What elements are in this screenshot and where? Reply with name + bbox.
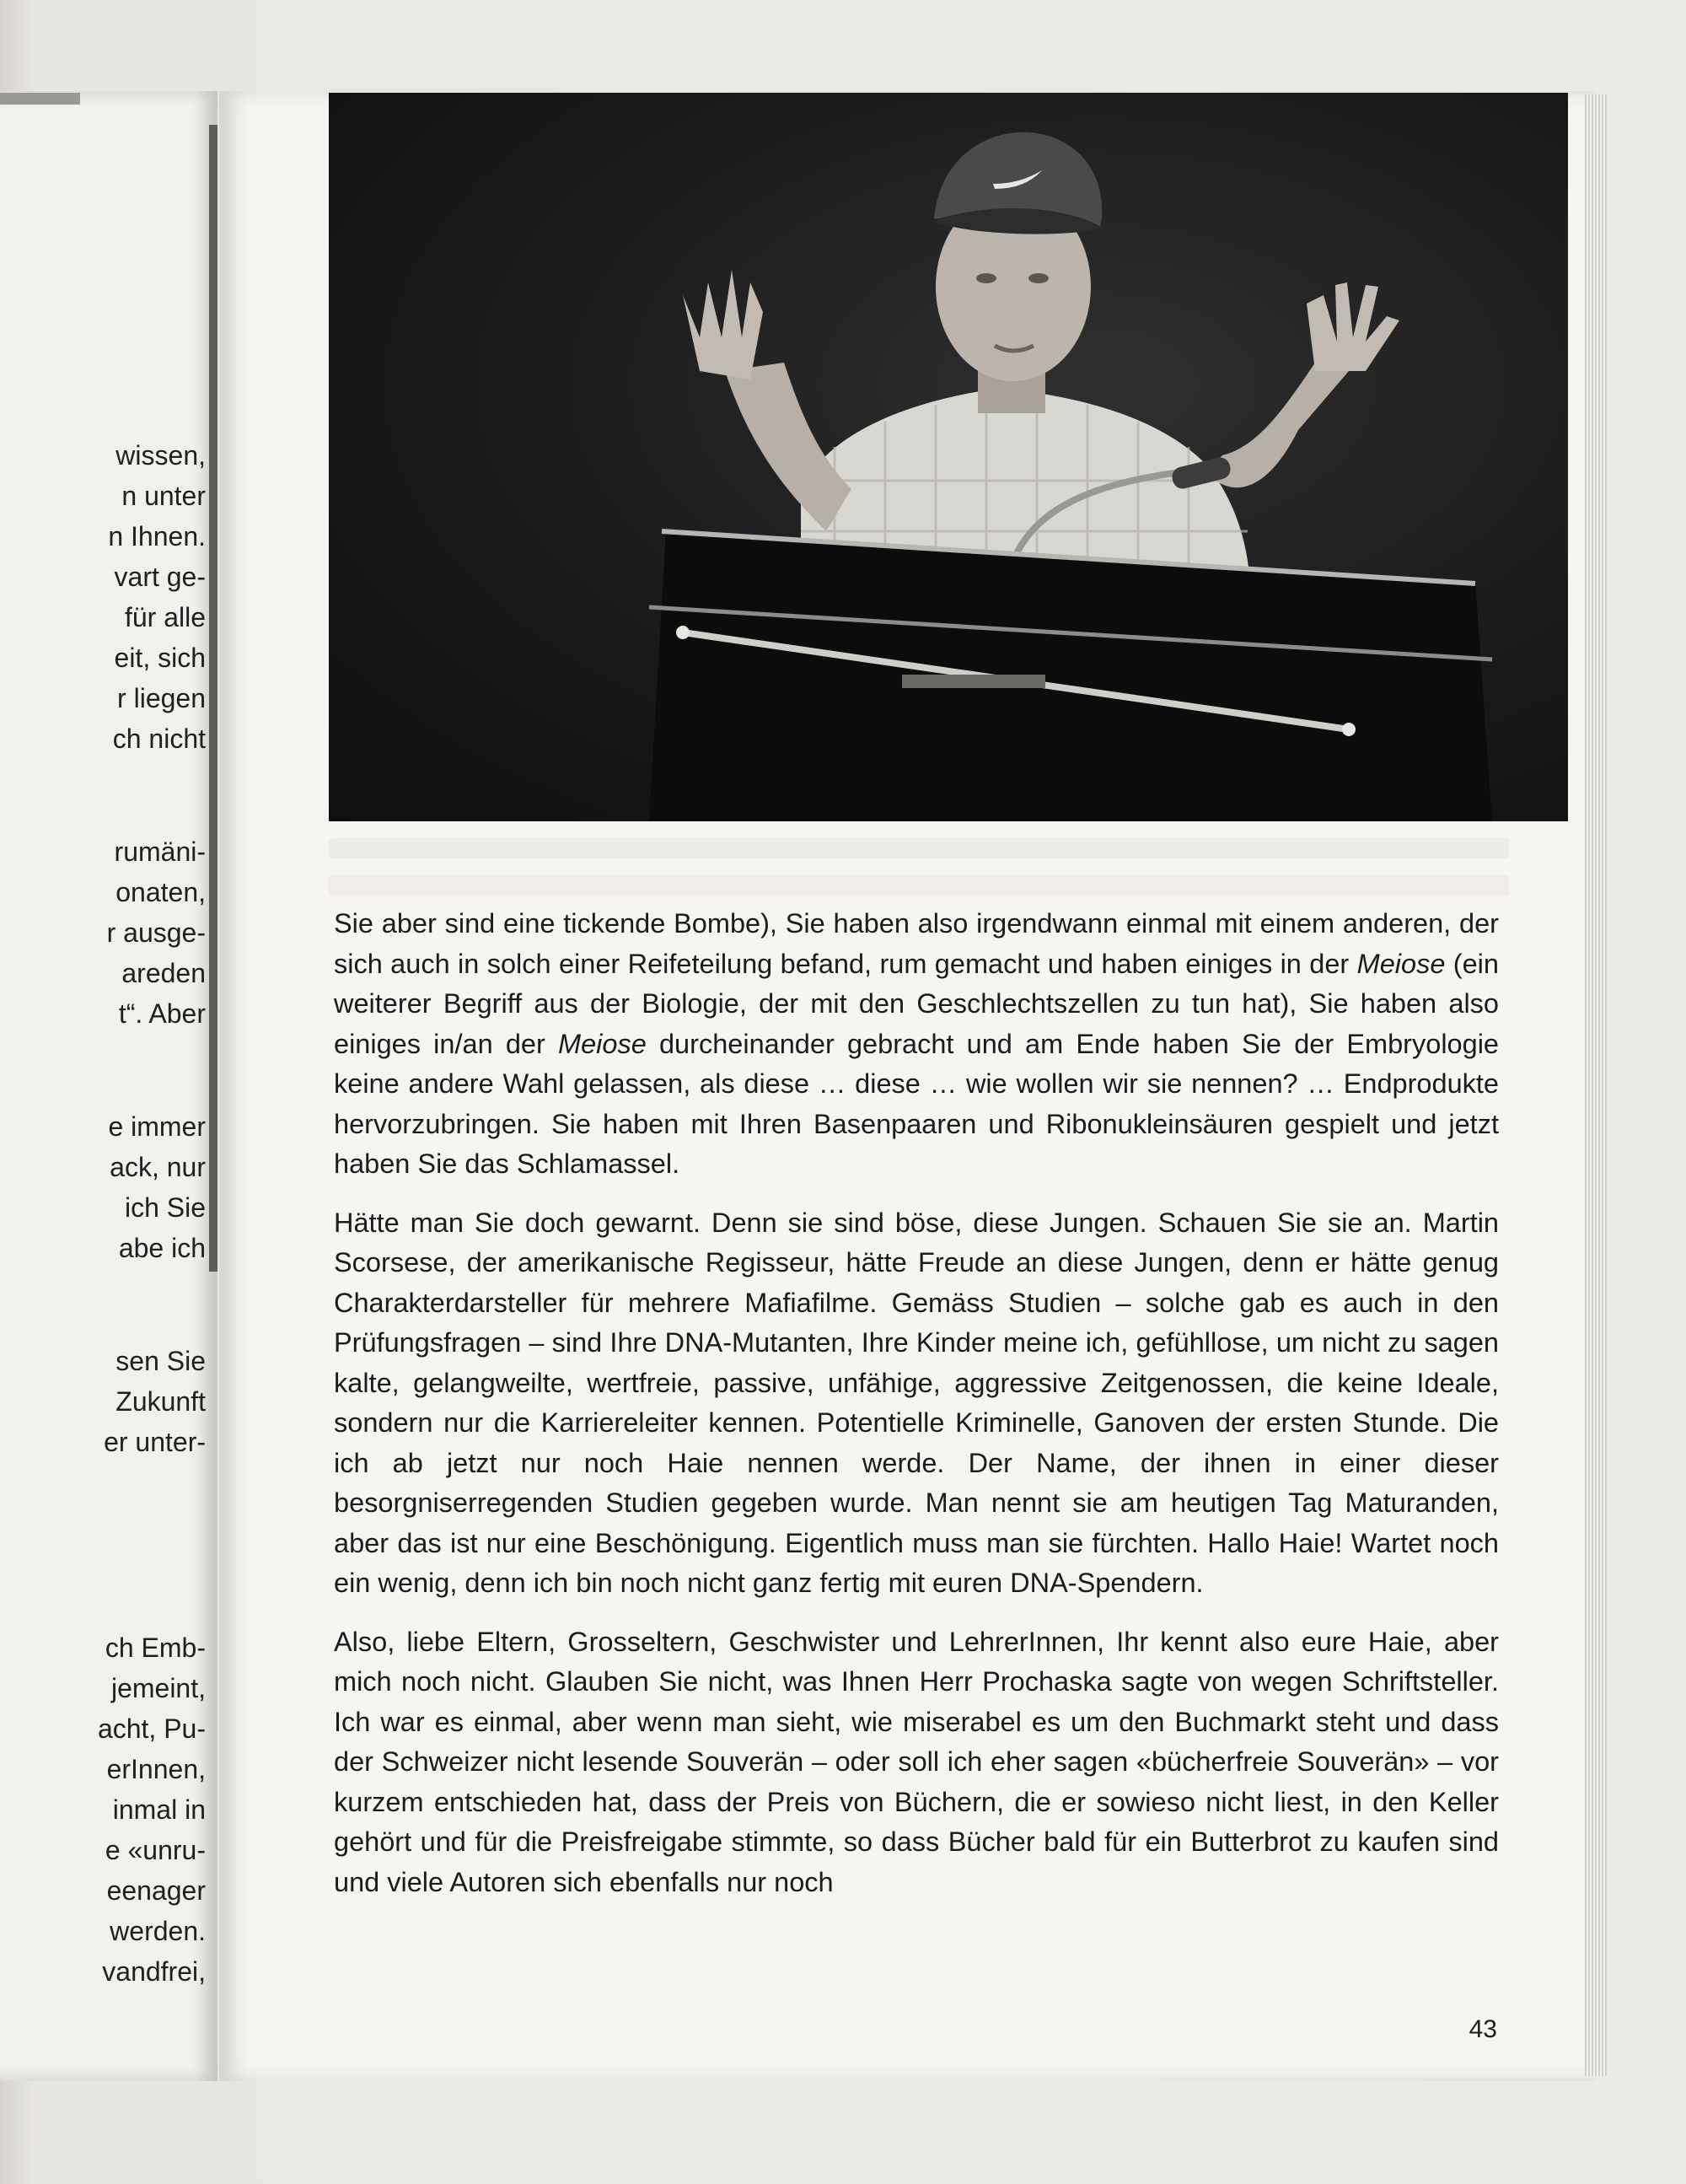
- article-body: [334, 904, 1499, 1902]
- left-line: Zukunft: [115, 1386, 206, 1417]
- binding-shadow: [209, 125, 217, 1272]
- left-line: sen Sie: [115, 1346, 206, 1376]
- left-line: werden.: [110, 1916, 206, 1946]
- left-line: n unter: [121, 481, 206, 511]
- speaker-at-lectern-photo: [329, 93, 1568, 821]
- left-line: eit, sich: [114, 643, 206, 673]
- left-page: [0, 91, 217, 2081]
- left-line: n Ihnen.: [108, 521, 206, 551]
- left-line: abe ich: [118, 1233, 206, 1263]
- left-line: e «unru-: [105, 1835, 206, 1865]
- left-line: acht, Pu-: [97, 1713, 206, 1744]
- left-line: t“. Aber: [118, 998, 206, 1029]
- show-through: [329, 838, 1509, 858]
- left-line: eenager: [106, 1875, 206, 1906]
- left-line: r liegen: [117, 683, 206, 713]
- left-line: onaten,: [115, 877, 206, 907]
- left-line: e immer: [108, 1111, 206, 1142]
- page-number: 43: [1469, 2015, 1497, 2043]
- left-line: vart ge-: [114, 562, 206, 592]
- left-line: areden: [121, 958, 206, 988]
- right-hand: [1307, 282, 1399, 371]
- photo-illustration: [329, 93, 1568, 821]
- show-through: [329, 875, 1509, 896]
- emphasis-term: Meiose: [558, 1028, 647, 1059]
- left-line: ack, nur: [110, 1152, 206, 1182]
- left-line: ch nicht: [112, 724, 206, 754]
- left-line: ich Sie: [124, 1192, 206, 1223]
- left-line: jemeint,: [110, 1673, 206, 1703]
- left-line: er unter-: [104, 1427, 206, 1457]
- paragraph: Sie aber sind eine tickende Bombe), Sie haben also irgendwann einmal mit einem anderen, der sich auch in solch einer Reifeteilung befand, rum gemacht und haben einiges in der Meiose (ein weiterer Begriff aus der Biologie, der mit den Geschlechtszellen zu tun hat), Sie haben also einiges in/an der Meiose durcheinander gebracht und am Ende haben Sie der Embryologie keine andere Wahl gelassen, als diese … diese … wie wollen wir sie nennen? … Endprodukte hervorzubringen. Sie haben mit Ihren Basenpaaren und Ribonukleinsäuren gespielt und jetzt haben Sie das Schlamassel.: [334, 908, 1499, 1179]
- left-line: wissen,: [115, 440, 206, 471]
- left-line: ch Emb-: [105, 1633, 206, 1663]
- left-line: vandfrei,: [102, 1956, 206, 1987]
- emphasis-term: Meiose: [1356, 948, 1446, 979]
- left-line: erInnen,: [106, 1754, 206, 1784]
- left-line: für alle: [124, 602, 206, 632]
- left-line: r ausge-: [106, 917, 206, 948]
- left-page-rule: [0, 93, 80, 105]
- paragraph: Also, liebe Eltern, Grosseltern, Geschwister und LehrerInnen, Ihr kennt also eure Haie, aber mich noch nicht. Glauben Sie nicht, was Ihnen Herr Prochaska sagte von wegen Schriftsteller. Ich war es einmal, aber wenn man sieht, wie miserabel es um den Buchmarkt steht und dass der Schweizer nicht lesende Souverän – oder soll ich eher sagen «bücherfreie Souverän» – vor kurzem entschieden hat, dass der Preis von Büchern, die er sowieso nicht liest, in den Keller gehört und für die Preisfreigabe stimmte, so dass Bücher bald für ein Butterbrot zu kaufen sind und viele Autoren sich ebenfalls nur noch: [334, 1626, 1499, 1897]
- page-edge-stack: [1585, 94, 1607, 2076]
- left-arm: [725, 363, 851, 531]
- left-line: rumäni-: [114, 836, 206, 867]
- paragraph: Hätte man Sie doch gewarnt. Denn sie sind böse, diese Jungen. Schauen Sie sie an. Martin Scorsese, der amerikanische Regisseur, hätte Freude an diese Jungen, denn er hätte genug Charakterdarsteller für mehrere Mafiafilme. Gemäss Studien – solche gab es auch in den Prüfungsfragen – sind Ihre DNA-Mutanten, Ihre Kinder meine ich, gefühllose, um nicht zu sagen kalte, gelangweilte, wertfreie, passive, unfähige, aggressive Zeitgenossen, die keine Ideale, sondern nur die Karriereleiter kennen. Potentielle Kriminelle, Ganoven der ersten Stunde. Die ich ab jetzt nur noch Haie nennen werde. Der Name, der ihnen in einer dieser besorgniserregenden Studien gegeben wurde. Man nennt sie am heutigen Tag Maturanden, aber das ist nur eine Beschönigung. Eigentlich muss man sie fürchten. Hallo Haie! Wartet noch ein wenig, denn ich bin noch nicht ganz fertig mit euren DNA-Spendern.: [334, 1207, 1499, 1598]
- left-line: inmal in: [112, 1794, 206, 1825]
- left-hand: [683, 270, 763, 379]
